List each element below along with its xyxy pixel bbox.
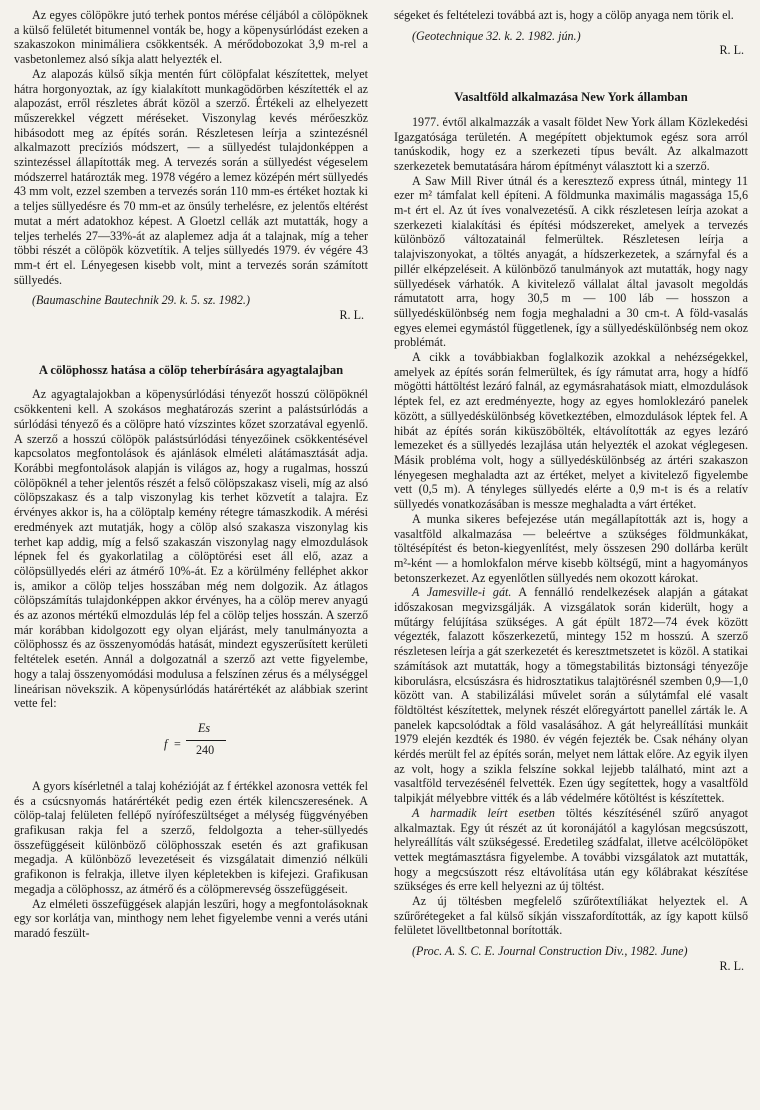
author-signature: R. L. [719,43,744,58]
formula [14,719,368,771]
paragraph: Az egyes cölöpökre jutó terhek pontos mérése céljából a cölöpöknek a külső felületét bitumennel vonták be, hogy a köpenysúrlódást ezeken a szakaszokon minimáliera csökkentsék. A mérődobozokat 3,9 m-rel a vasbetonlemez alsó síkja alatt helyezték el. [14,8,368,67]
paragraph: ségeket és feltételezi továbbá azt is, hogy a cölöp anyaga nem törik el. [394,8,734,22]
formula-numerator: Es [198,720,211,735]
source-citation: (Proc. A. S. C. E. Journal Construction Div., 1982. June) [412,944,688,959]
article-title: Vasaltföld alkalmazása New York államban [454,90,688,105]
paragraph-body: töltés készítésénél szűrő anyagot alkalmaztak. Egy út részét az út koronájától a kagylósan megcsúszott, helyreállítás vált szükségessé. Eredetileg szádfalat, illetve acélcölöpöket vettek megtámasztásra figyelembe. A további vizsgálatok azt mutatták, hogy a megcsúszott rész eltávolítása után egy kőlábrakat készítése szükséges és erre kell helyezni az új töltést. [394,805,748,894]
paragraph: Az alapozás külső síkja mentén fúrt cölöpfalat készítettek, melyet hátra horgonyoztak, az így kialakított munkagödörben készítették el az alapozást, erről részletes ábrát közöl a szerző. Értékeli az elhelyezett műszerekkel végzett méréseket. Viszonylag kevés mérőeszköz hibásodott meg az építés során. Részletesen leírja a szintezésnél alkalmazott precíziós módszert, — a süllyedést tulajdonképpen a szintezéssel állapították meg. A tervezés során a süllyedést végeselem módszerrel határozták meg. 1978 végéro a lemez középén mért süllyedés 43 mm volt, ezzel szemben a tervezés során 110 mm-es értéket hoztak ki a teljes süllyedésre és 70 mm-et az önsúly terhelésre, ez jelentős eltérést mutat a mért adatokhoz képest. A Gloetzl cellák azt mutatták, hogy a teljes terhelés 27—33%-át az alaplemez adja át a talajnak, míg a teher többi részét a cölöpök közvetítik. A teljes süllyedés 1979. év végére 43 mm-t ért el. Lényegesen kisebb volt, mint a tervezés során számított süllyedés. [14,66,368,287]
case-heading: A harmadik leírt esetben [412,805,555,820]
paragraph: A cikk a továbbiakban foglalkozik azokkal a nehézségekkel, amelyek az építés során felmerültek, és így rámutat arra, hogy a hídfő mögötti háttöltést lezáró falnál, az egymásrahatások miatt, elmozdulások léptek fel, ez azt eredményezte, hogy az egyes homloklezáró panelek között, a süllyedéskülönbség következtében, elmozdulások léptek fel. A hibát az építés során kiküszöbölték, eltávolították az egyes lezáró lemezeket és a süllyedés lezajlása után helyezték el azokat véglegesen. Másik probléma volt, hogy a süllyedéskülönbség az ártéri szakaszon lényegesen meghaladta azt az értéket, melyet a kivitelező figyelembe vett (0,5 m). A tényleges süllyedés elérte a 0,9 m-t is és a relatív süllyedés vonatkozásában is messze meghaladta a várt értéket. [394,350,748,512]
paragraph [394,806,748,894]
paragraph: Az elméleti összefüggések alapján leszűri, hogy a megfontolásoknak egy sor korlátja van, minthogy nem lehet figyelembe venni a verés utáni maradó feszült- [14,896,368,940]
formula-lhs: f [164,736,168,751]
formula-equals: = [174,736,181,751]
case-heading: A Jamesville-i gát. [412,585,512,600]
source-citation: (Baumaschine Bautechnik 29. k. 5. sz. 1982.) [32,293,250,308]
paragraph: A Saw Mill River útnál és a keresztező express útnál, mintegy 11 ezer m² támfalat kell építeni. A földmunka maximális magassága 15,6 m-t ért el. Az út íves vonalvezetésű. A cikk részletesen leírja azokat a szerkezeti kialakítási és építési módszereket, amelyek a tervezés különböző változatainál felmerültek. Részletesen leírja a talajviszonyokat, a töltés anyagát, a hídszerkezetek, a szárnyfal és a pillér elképzeléseit. A különböző tanulmányok azt mutatták, hogy nagy süllyedések várhatók. A kivitelező vállalat által javasolt megoldás rámutatott arra, hogy 30,5 m — 100 láb — hosszon a süllyedéskülönbség nem fogja meghaladni a 30 cm-t. A föld-vasalás egyes elemei egymástól függetlenek, így a süllyedéskülönbség nem okoz problémát. [394,173,748,350]
paragraph: 1977. évtől alkalmazzák a vasalt földet New York állam Közlekedési Igazgatósága területén. A megépített objektumok egész sora arról tanúskodik, hogy ez a szerkezeti típus bevált. Az alkalmazott szerkezetek bemutatására három építményt választott ki a szerző. [394,114,748,173]
article-title: A cölöphossz hatása a cölöp teherbírására agyagtalajban [38,362,344,377]
author-signature: R. L. [719,958,744,973]
paragraph: Az új töltésben megfelelő szűrőtextíliákat helyeztek el. A szűrőrétegeket a fal külső síkján visszafordították, az így kapott külső felületet lövelltbetonnal borították. [394,894,748,938]
right-column [394,8,748,974]
paragraph: A gyors kísérletnél a talaj kohézióját az f értékkel azonosra vették fel és a csúcsnyomás határértékét pedig ezen érték kilencszeresének. A cölöp-talaj felületen fellépő nyírófeszültséget a mélység függvényében grafikusan rakja fel a szerző, feldolgozta a teher-süllyedés összefüggéseit különböző cölöphosszak esetén és azt grafikusan megadja. A különböző levezetéseit és vizsgálatait dimenzió nélküli grafikonon is felrakja, illetve ilyen képletekben is kifejezi. Grafikusan megadja a cölöphossz, az átmérő és a cölöpmerevség összefüggéseit. [14,778,368,896]
formula-denominator: 240 [196,742,215,757]
paragraph-body: A fennálló rendelkezések alapján a gátakat időszakosan megvizsgálják. A vizsgálatok során kiderült, hogy a műtárgy felújítása szükséges. A gát épült 1872—74 évek között végezték, falazott kőszerkezetű, mintegy 152 m hosszú. A szerző részletesen leírja a gát szerkezetét és keresztmetszetet is közöl. A statikai számítások azt mutatták, hogy a tömegstabilitás biztonsági tényezője kiborulásra, elcsúszásra és hidrosztatikus talajtörésnél szemben 0,9—1,0 között van. A stabilizálási művelet során a súlytámfal elé vasalt földtöltést készítettek, melynek részét előregyártott panellel zárták le. A panelek kapcsolódtak a föld vasalásához. A gát helyreállítási munkáit 1979 elején kezdték és 1980. év végén fejezték be. Csak néhány olyan kérdés merült fel az építés során, melyet nem láttak előre. Az egyik ilyen az volt, hogy a szikla felszíne sokkal lejjebb található, mint azt a vasaltföld tervezésénél felvették. Ezen úgy segítettek, hogy a vasaltföld talpikját mélyebbre vitték és a láb védelmére kőtöltést is készítettek. [394,585,748,806]
fraction-bar [186,740,226,741]
paragraph: Az agyagtalajokban a köpenysúrlódási tényezőt hosszú cölöpöknél csökkenteni kell. A szokásos meghatározás szerint a palástsúrlódás a súrlódási tényező és a cölöpre ható vízszintes kőzet szorzatával egyenlő. A szerző a hosszú cölöpök palástsúrlódási tényezőinek csökkentésével kapcsolatos megfontolások és ajánlások elméleti alátámasztását adja. Korábbi megfontolások alapján is világos az, hogy a rugalmas, hosszú cölöpöknél a teher jelentős részét a felső cölöpszakasz viseli, míg az alsó cölöpszakasz és a talp viszonylag kis terhet közvetít a talajra. Ez érvényes akkor is, ha a cölöptalp kemény rétegre támaszkodik. A mérési eredmények azt mutatják, hogy a cölöp alsó szakasza viszonylag kis terhet kap addig, míg a felső szakaszán viszonylag nagy elmozdulások lépnek fel és gyakorlatilag a cölöptörési eset áll elő, azaz a cölöpsüllyedés eléri az átmérő 10%-át. Ez a körülmény felléphet akkor is, amikor a cölöp teljes hosszában még nem dolgozik. Az átlagos cölöpszámítás tulajdonképpen akkor érvényes, ha a cölöp merev anyagú és az azonos mértékű elmozdulás lép fel a cölöp teljes hosszán. A szerző már korábban kidolgozott egy olyan eljárást, mely tanulmányozta a cölöphossz és az összenyomódás hatását, mindezt egyszerűsített kerületi feltételek esetén. Annál a dolgozatnál a szerző azt vette figyelembe, hogy a talaj összenyomódási modulusa a felszínen zérus és a mélységgel lineárisan növekszik. A köpenysúrlódás határértékét az alábbiak szerint vette fel: [14,387,368,711]
paragraph [394,585,748,806]
author-signature: R. L. [339,308,364,323]
source-citation: (Geotechnique 32. k. 2. 1982. jún.) [412,28,581,43]
paragraph: A munka sikeres befejezése után megállapították azt is, hogy a vasaltföld alkalmazása — beleértve a szükséges földmunkákat, töltésépítést és beton-kiegyenlítést, mely összesen 290 dollárba került m²-ként — a homlokfalon mérve kisebb költségű, mint a hagyományos betonszerkezet. Az egyenlőtlen süllyedés nem okozott károkat. [394,511,748,585]
left-column [14,8,368,941]
